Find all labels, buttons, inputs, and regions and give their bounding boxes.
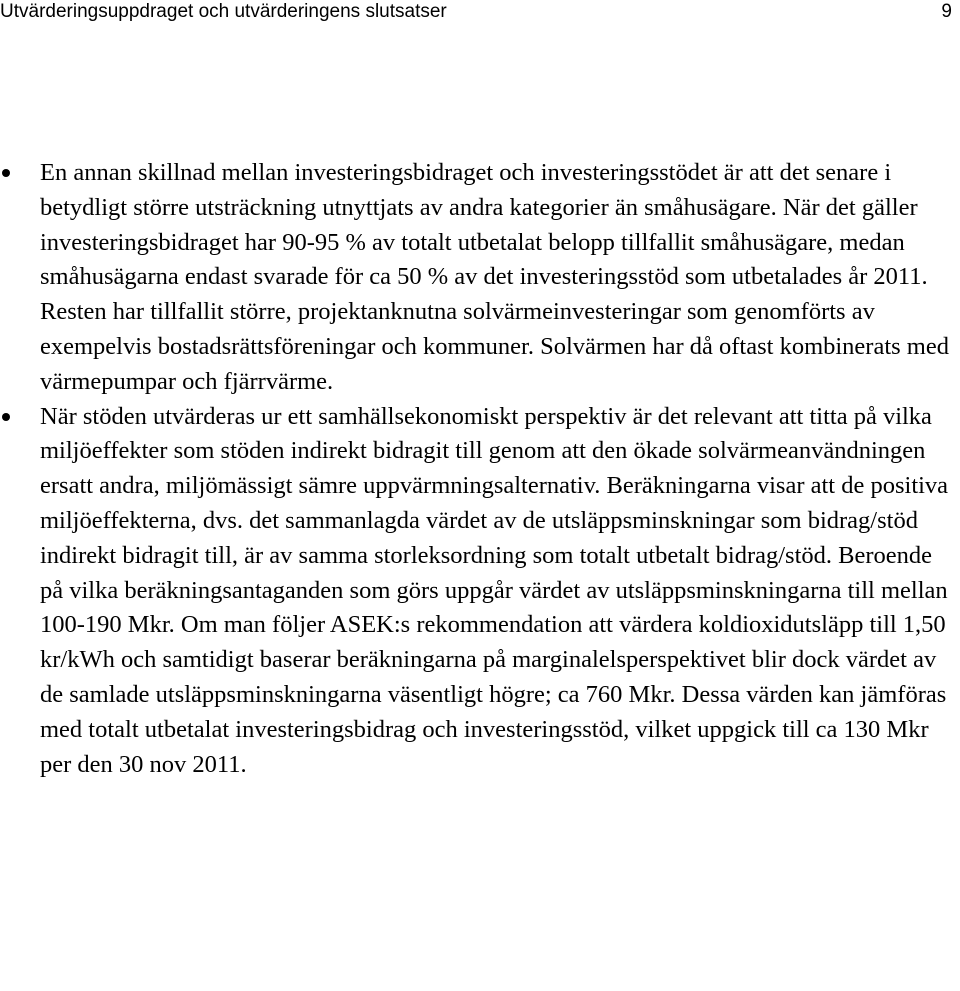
bullet-list xyxy=(0,156,960,782)
bullet-text: En annan skillnad mellan investeringsbidraget och investeringsstödet är att det senare i betydligt större utsträckning utnyttjats av andra kategorier än småhusägare. När det gäller investeringsbidraget har 90-95 % av totalt utbetalat belopp tillfallit småhusägare, medan småhusägarna endast svarade för ca 50 % av det investeringsstöd som utbetalades år 2011. Resten har tillfallit större, projektanknutna solvärmeinvesteringar som genomförts av exempelvis bostadsrättsföreningar och kommuner. Solvärmen har då oftast kombinerats med värmepumpar och fjärrvärme. xyxy=(40,159,949,395)
header-title: Utvärderingsuppdraget och utvärderingens slutsatser xyxy=(0,1,447,22)
page-header xyxy=(0,0,960,30)
bullet-text: När stöden utvärderas ur ett samhällsekonomiskt perspektiv är det relevant att titta på vilka miljöeffekter som stöden indirekt bidragit till genom att den ökade solvärmeanvändningen ersatt andra, miljömässigt sämre uppvärmningsalternativ. Beräkningarna visar att de positiva miljöeffekterna, dvs. det sammanlagda värdet av de utsläppsminskningar som bidrag/stöd indirekt bidragit till, är av samma storleksordning som totalt utbetalt bidrag/stöd. Beroende på vilka beräkningsantaganden som görs uppgår värdet av utsläppsminskningarna till mellan 100-190 Mkr. Om man följer ASEK:s rekommendation att värdera koldioxidutsläpp till 1,50 kr/kWh och samtidigt baserar beräkningarna på marginalelsperspektivet blir dock värdet av de samlade utsläppsminskningarna väsentligt högre; ca 760 Mkr. Dessa värden kan jämföras med totalt utbetalat investeringsbidrag och investeringsstöd, vilket uppgick till ca 130 Mkr per den 30 nov 2011. xyxy=(40,402,949,778)
bullet-item-samhallsekonomiskt xyxy=(0,400,960,783)
bullet-dot-icon xyxy=(2,169,10,177)
bullet-dot-icon xyxy=(2,413,10,421)
page-number: 9 xyxy=(941,1,952,22)
bullet-item-skillnad xyxy=(0,156,960,400)
